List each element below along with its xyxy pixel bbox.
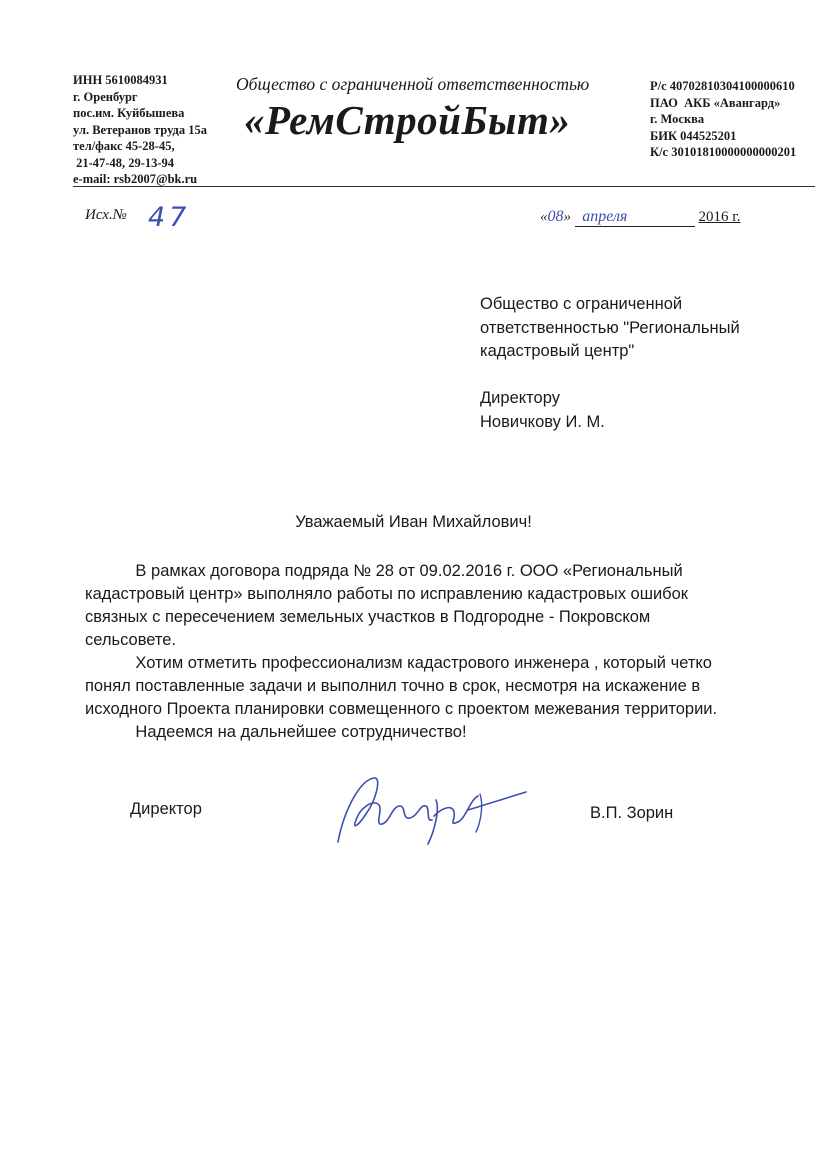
body-line: связных с пересечением земельных участков в Подгородне - Покровском: [85, 608, 651, 626]
company-phone: тел/факс 45-28-45,: [73, 139, 175, 153]
addressee-line: ответственностью "Региональный: [480, 318, 740, 337]
signatory-name: В.П. Зорин: [590, 804, 674, 822]
letter-date: [540, 208, 740, 227]
handwritten-signature: [330, 770, 530, 850]
date-year: 2016 г.: [698, 209, 741, 225]
greeting: Уважаемый Иван Михайлович!: [295, 513, 532, 531]
date-open-quote: «: [540, 209, 548, 225]
reference-label: Исх.№: [85, 207, 127, 223]
company-street: ул. Ветеранов труда 15а: [73, 122, 207, 137]
company-inn: ИНН 5610084931: [73, 73, 168, 87]
addressee-name: Новичкову И. М.: [480, 412, 605, 431]
reference-number-handwritten: 47: [148, 202, 191, 233]
addressee-spacer: [480, 364, 740, 388]
bank-city: г. Москва: [650, 112, 705, 126]
company-details: [73, 72, 207, 188]
bank-account: Р/с 40702810304100000610: [650, 79, 795, 93]
body-line: сельсовете.: [85, 631, 177, 649]
addressee-block: [480, 293, 740, 434]
signature-role: Директор: [130, 800, 202, 818]
addressee-line: кадастровый центр": [480, 342, 635, 360]
company-city: г. Оренбург: [73, 89, 138, 104]
body-line: понял поставленные задачи и выполнил точно в срок, несмотря на искажение в: [85, 677, 701, 695]
addressee-line: Общество с ограниченной: [480, 295, 683, 313]
bank-details: [650, 78, 796, 161]
org-type: Общество с ограниченной ответственностью: [236, 74, 590, 94]
body-line: В рамках договора подряда № 28 от 09.02.2016 г. ООО «Региональный: [85, 562, 683, 580]
company-email: e-mail: rsb2007@bk.ru: [73, 172, 198, 186]
body-line: исходного Проекта планировки совмещенного с проектом межевания территории.: [85, 700, 718, 718]
body-line: Хотим отметить профессионализм кадастрового инженера , который четко: [85, 654, 712, 672]
header-divider: [73, 186, 815, 187]
bank-corr-account: К/с 30101810000000000201: [650, 145, 797, 159]
company-settlement: пос.им. Куйбышева: [73, 106, 185, 120]
bank-name: ПАО АКБ «Авангард»: [650, 95, 781, 110]
body-line: кадастровый центр» выполняло работы по исправлению кадастровых ошибок: [85, 585, 689, 603]
company-phone-extra: 21-47-48, 29-13-94: [73, 155, 175, 170]
date-close-quote: »: [563, 209, 571, 225]
date-month-handwritten: апреля: [582, 208, 628, 225]
bank-bik: БИК 044525201: [650, 128, 737, 143]
letter-body: [85, 560, 717, 744]
org-name: «РемСтройБыт»: [244, 97, 571, 143]
addressee-position: Директору: [480, 389, 560, 407]
body-line: Надеемся на дальнейшее сотрудничество!: [85, 723, 467, 741]
date-day-handwritten: 08: [547, 208, 564, 225]
